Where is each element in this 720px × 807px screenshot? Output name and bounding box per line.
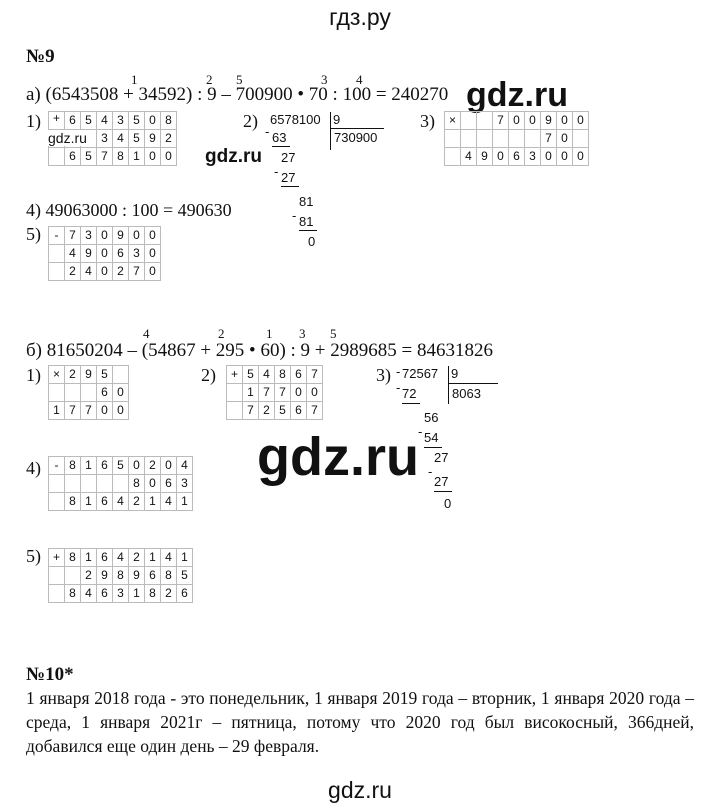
sign: × xyxy=(49,366,65,384)
grid-cell xyxy=(477,130,493,148)
grid-cell: 0 xyxy=(145,112,161,130)
multiplication-grid-b1 xyxy=(48,365,129,420)
grid-cell xyxy=(81,384,97,402)
grid-cell: 0 xyxy=(573,112,589,130)
grid-cell: 0 xyxy=(145,245,161,263)
grid-cell: 4 xyxy=(81,585,97,603)
grid-cell: 9 xyxy=(97,567,113,585)
grid-cell: 5 xyxy=(275,402,291,420)
grid-cell: 4 xyxy=(177,457,193,475)
grid-cell: 7 xyxy=(541,130,557,148)
grid-cell: 1 xyxy=(81,549,97,567)
order-mark: 1 xyxy=(131,72,138,87)
grid-cell: 0 xyxy=(113,384,129,402)
grid-cell xyxy=(49,493,65,511)
order-mark: 4 xyxy=(356,72,363,87)
grid-cell: 0 xyxy=(145,475,161,493)
sign: + xyxy=(49,112,65,130)
subtraction-grid-b4 xyxy=(48,456,193,511)
grid-cell: 3 xyxy=(113,585,129,603)
grid-cell xyxy=(461,130,477,148)
grid-cell: 6 xyxy=(97,549,113,567)
grid-cell: 0 xyxy=(161,457,177,475)
site-title-top: гдз.ру xyxy=(329,4,391,30)
division-digits: 6578100 xyxy=(270,112,321,127)
grid-cell: 3 xyxy=(81,227,97,245)
grid-cell: 0 xyxy=(97,227,113,245)
grid-cell: 5 xyxy=(97,366,113,384)
grid-cell: 7 xyxy=(307,402,323,420)
division-digits: 81 xyxy=(299,214,314,229)
grid-cell: 4 xyxy=(259,366,275,384)
grid-cell: 9 xyxy=(145,130,161,148)
grid-cell: 7 xyxy=(275,384,291,402)
grid-cell: 8 xyxy=(113,148,129,166)
grid-cell: 2 xyxy=(161,130,177,148)
grid-cell xyxy=(461,112,477,130)
grid-cell: 5 xyxy=(81,112,97,130)
grid-cell: 7 xyxy=(493,112,509,130)
grid-cell: 1 xyxy=(177,549,193,567)
grid-cell: 4 xyxy=(113,493,129,511)
long-division-a2 xyxy=(265,110,390,260)
order-mark: 5 xyxy=(330,326,337,341)
grid-cell: 8 xyxy=(161,112,177,130)
grid-cell: 6 xyxy=(161,475,177,493)
grid-cell: 2 xyxy=(129,549,145,567)
grid-cell xyxy=(49,245,65,263)
order-mark: 3 xyxy=(321,72,328,87)
grid-cell: 8 xyxy=(65,493,81,511)
grid-cell: 7 xyxy=(97,148,113,166)
grid-cell: 6 xyxy=(97,457,113,475)
sign: - xyxy=(49,457,65,475)
grid-cell xyxy=(113,475,129,493)
grid-cell: 0 xyxy=(493,148,509,166)
grid-cell: 3 xyxy=(177,475,193,493)
grid-cell: 0 xyxy=(129,457,145,475)
site-title-bottom: gdz.ru xyxy=(328,777,392,803)
division-digits: 54 xyxy=(424,430,439,445)
grid-cell xyxy=(49,567,65,585)
grid-cell: 8 xyxy=(275,366,291,384)
order-mark: 1 xyxy=(266,326,273,341)
step-4-a: 4) 49063000 : 100 = 490630 xyxy=(26,200,232,220)
division-digits: - xyxy=(428,464,433,479)
grid-cell xyxy=(445,148,461,166)
grid-cell: 9 xyxy=(81,245,97,263)
grid-cell: 7 xyxy=(65,402,81,420)
grid-cell: 6 xyxy=(113,245,129,263)
grid-cell: 6 xyxy=(291,402,307,420)
division-digits: - xyxy=(418,424,423,439)
grid-cell: 0 xyxy=(525,112,541,130)
grid-cell xyxy=(525,130,541,148)
grid-cell: 1 xyxy=(145,493,161,511)
addition-grid-b2 xyxy=(226,365,323,420)
grid-cell: 8 xyxy=(145,585,161,603)
grid-cell: 6 xyxy=(65,112,81,130)
grid-cell: 1 xyxy=(243,384,259,402)
grid-cell: 4 xyxy=(161,549,177,567)
division-digits: 9 xyxy=(451,366,459,381)
grid-cell: 0 xyxy=(557,130,573,148)
division-digits: - xyxy=(292,208,297,223)
watermark: gdz.ru xyxy=(48,130,87,146)
watermark: gdz.ru xyxy=(205,146,262,167)
grid-cell: 1 xyxy=(81,493,97,511)
division-digits: 81 xyxy=(299,194,314,209)
grid-cell: 5 xyxy=(81,148,97,166)
grid-cell: 8 xyxy=(65,457,81,475)
grid-cell: 6 xyxy=(177,585,193,603)
expression-a: а) (6543508 + 34592) : 9 – 700900 • 70 : 100 = 240270 xyxy=(26,84,449,105)
grid-cell: 8 xyxy=(65,549,81,567)
grid-cell xyxy=(65,567,81,585)
grid-cell xyxy=(49,475,65,493)
grid-cell: 8 xyxy=(129,475,145,493)
grid-cell: 2 xyxy=(145,457,161,475)
grid-cell: 1 xyxy=(81,457,97,475)
division-digits: 8063 xyxy=(452,386,481,401)
grid-cell xyxy=(97,475,113,493)
grid-cell: 3 xyxy=(525,148,541,166)
grid-cell: 0 xyxy=(145,227,161,245)
watermark: gdz.ru xyxy=(466,76,568,114)
grid-cell: 0 xyxy=(541,148,557,166)
grid-cell: 4 xyxy=(161,493,177,511)
grid-cell: 1 xyxy=(177,493,193,511)
division-digits: - xyxy=(396,364,401,379)
division-digits: 27 xyxy=(434,450,449,465)
grid-cell xyxy=(81,475,97,493)
division-digits: 27 xyxy=(434,474,449,489)
grid-cell xyxy=(573,130,589,148)
division-digits: - xyxy=(274,164,279,179)
grid-cell: 4 xyxy=(113,549,129,567)
grid-cell: 3 xyxy=(97,130,113,148)
task9-heading: №9 xyxy=(26,46,55,67)
grid-cell: 7 xyxy=(307,366,323,384)
grid-cell: 6 xyxy=(97,384,113,402)
division-digits: - xyxy=(265,124,270,139)
grid-cell: 0 xyxy=(573,148,589,166)
grid-cell: 0 xyxy=(307,384,323,402)
step-label: 5) xyxy=(26,224,41,244)
order-mark: 2 xyxy=(206,72,213,87)
grid-cell: 6 xyxy=(97,585,113,603)
grid-cell: 0 xyxy=(557,148,573,166)
grid-cell xyxy=(113,366,129,384)
division-digits: 56 xyxy=(424,410,439,425)
grid-cell: 9 xyxy=(477,148,493,166)
grid-cell: 2 xyxy=(161,585,177,603)
step-label: 1) xyxy=(26,365,41,385)
grid-cell: 7 xyxy=(259,384,275,402)
grid-cell xyxy=(49,585,65,603)
division-digits: 730900 xyxy=(334,130,378,145)
step-label: 5) xyxy=(26,546,41,566)
step-label: 2) xyxy=(201,365,216,385)
task10-text: 1 января 2018 года - это понедельник, 1 января 2019 года – вторник, 1 января 2020 года – среда, 1 января 2021г – пятница, потому что 2020 год был високосный, 366дней, добавился еще один день – 29 февраля. xyxy=(26,688,694,756)
subtraction-grid-a5 xyxy=(48,226,161,281)
grid-cell xyxy=(65,384,81,402)
watermark: gdz.ru xyxy=(257,427,419,487)
grid-cell: 4 xyxy=(81,263,97,281)
grid-cell: 2 xyxy=(65,366,81,384)
grid-cell: 2 xyxy=(259,402,275,420)
multiplication-grid-a3 xyxy=(444,111,589,166)
grid-cell: 5 xyxy=(243,366,259,384)
grid-cell: 3 xyxy=(129,245,145,263)
grid-cell: 8 xyxy=(113,567,129,585)
grid-cell: 8 xyxy=(65,585,81,603)
step-label: 3) xyxy=(420,111,435,131)
grid-cell: 2 xyxy=(65,263,81,281)
grid-cell: 0 xyxy=(557,112,573,130)
step-label: 4) xyxy=(26,458,41,478)
grid-cell: 6 xyxy=(509,148,525,166)
order-mark: 2 xyxy=(218,326,225,341)
grid-cell: 7 xyxy=(243,402,259,420)
division-digits: 27 xyxy=(281,170,296,185)
division-digits: 72 xyxy=(402,386,417,401)
division-digits: 0 xyxy=(308,234,316,249)
expression-b: б) 81650204 – (54867 + 295 • 60) : 9 + 2989685 = 84631826 xyxy=(26,340,493,361)
grid-cell xyxy=(445,130,461,148)
division-digits: 9 xyxy=(333,112,341,127)
sign: + xyxy=(227,366,243,384)
grid-cell: 0 xyxy=(291,384,307,402)
grid-cell: 5 xyxy=(113,457,129,475)
grid-cell: 6 xyxy=(291,366,307,384)
grid-cell: 5 xyxy=(129,112,145,130)
grid-cell xyxy=(227,384,243,402)
grid-cell: 6 xyxy=(65,148,81,166)
grid-cell: 9 xyxy=(113,227,129,245)
task10-heading: №10* xyxy=(26,664,74,685)
grid-cell: 1 xyxy=(145,549,161,567)
division-digits: 72567 xyxy=(402,366,439,381)
sign: + xyxy=(49,549,65,567)
grid-cell: 2 xyxy=(129,493,145,511)
grid-cell: 0 xyxy=(97,402,113,420)
step-label: 3) xyxy=(376,365,391,385)
grid-cell: 2 xyxy=(81,567,97,585)
grid-cell: 0 xyxy=(129,227,145,245)
grid-cell: 6 xyxy=(145,567,161,585)
grid-cell: 0 xyxy=(97,263,113,281)
grid-cell: 7 xyxy=(81,402,97,420)
grid-cell: 1 xyxy=(129,148,145,166)
grid-cell: 9 xyxy=(129,567,145,585)
grid-cell: 8 xyxy=(161,567,177,585)
division-digits: 27 xyxy=(281,150,296,165)
grid-cell xyxy=(493,130,509,148)
grid-cell: 7 xyxy=(129,263,145,281)
grid-cell: 5 xyxy=(129,130,145,148)
order-mark: 4 xyxy=(143,326,150,341)
grid-cell: 4 xyxy=(113,130,129,148)
grid-cell: 0 xyxy=(509,112,525,130)
grid-cell: 0 xyxy=(145,148,161,166)
order-mark: 3 xyxy=(299,326,306,341)
grid-cell: 1 xyxy=(129,585,145,603)
grid-cell: 4 xyxy=(97,112,113,130)
step-label: 1) xyxy=(26,111,41,131)
grid-cell: 9 xyxy=(81,366,97,384)
grid-cell: 0 xyxy=(145,263,161,281)
grid-cell xyxy=(477,112,493,130)
grid-cell: 4 xyxy=(65,245,81,263)
division-digits: 0 xyxy=(444,496,452,511)
step-label: 2) xyxy=(243,111,258,131)
division-digits: - xyxy=(396,380,401,395)
grid-cell: 1 xyxy=(49,402,65,420)
grid-cell: 7 xyxy=(65,227,81,245)
sign: - xyxy=(49,227,65,245)
grid-cell: 2 xyxy=(113,263,129,281)
division-digits: 63 xyxy=(272,130,287,145)
addition-grid-b5 xyxy=(48,548,193,603)
sign: × xyxy=(445,112,461,130)
grid-cell: 6 xyxy=(97,493,113,511)
grid-cell xyxy=(509,130,525,148)
grid-cell: 3 xyxy=(113,112,129,130)
grid-cell: 0 xyxy=(113,402,129,420)
grid-cell xyxy=(49,384,65,402)
grid-cell xyxy=(65,475,81,493)
grid-cell: 9 xyxy=(541,112,557,130)
order-mark: 5 xyxy=(236,72,243,87)
grid-cell xyxy=(227,402,243,420)
grid-cell: 5 xyxy=(177,567,193,585)
grid-cell xyxy=(49,148,65,166)
grid-cell xyxy=(49,263,65,281)
grid-cell: 0 xyxy=(161,148,177,166)
grid-cell: 0 xyxy=(97,245,113,263)
grid-cell: 4 xyxy=(461,148,477,166)
